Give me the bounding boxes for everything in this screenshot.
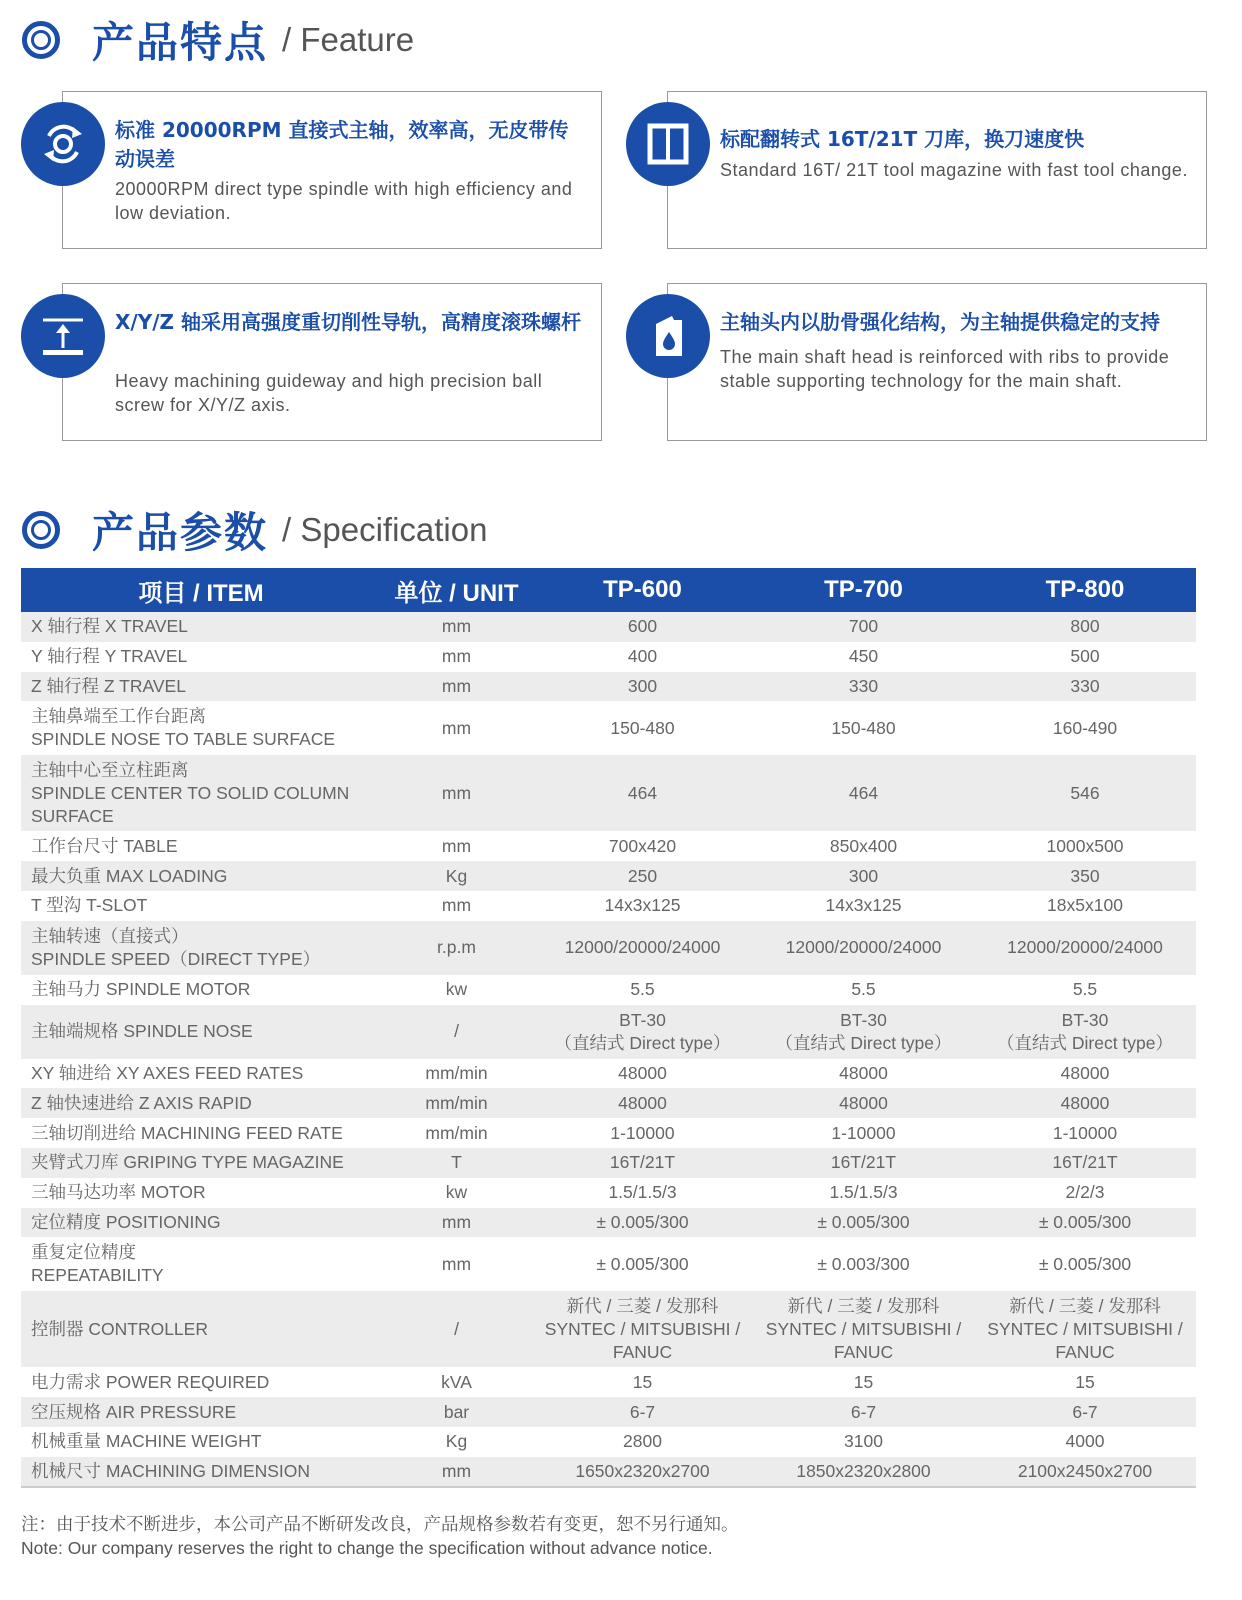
table-row: [21, 1148, 1196, 1178]
spec-item: 定位精度 POSITIONING: [21, 1208, 381, 1238]
spec-unit: mm: [381, 701, 532, 755]
feature-en: Standard 16T/ 21T tool magazine with fast tool change.: [720, 160, 1188, 180]
target-icon: [22, 21, 60, 59]
table-row: [21, 891, 1196, 921]
target-icon: [22, 511, 60, 549]
magazine-icon: [626, 102, 710, 186]
spec-item: T 型沟 T-SLOT: [21, 891, 381, 921]
spec-item: Z 轴快速进给 Z AXIS RAPID: [21, 1088, 381, 1118]
spec-value-model-1: 300: [532, 672, 753, 702]
spec-value-model-3: 1-10000: [974, 1118, 1196, 1148]
spec-value-model-2: 16T/21T: [753, 1148, 974, 1178]
spec-unit: mm: [381, 1237, 532, 1291]
table-row: [21, 1178, 1196, 1208]
spec-item: 主轴鼻端至工作台距离 SPINDLE NOSE TO TABLE SURFACE: [21, 701, 381, 755]
spec-value-model-3: 2/2/3: [974, 1178, 1196, 1208]
table-row: [21, 701, 1196, 755]
table-row: [21, 612, 1196, 642]
guideway-icon: [21, 294, 105, 378]
note-en: Note: Our company reserves the right to change the specification without advance notice.: [21, 1538, 713, 1558]
spec-item: 主轴端规格 SPINDLE NOSE: [21, 1005, 381, 1059]
spec-header-row: [21, 568, 1196, 612]
table-row: [21, 975, 1196, 1005]
spec-value-model-2: BT-30 （直结式 Direct type）: [753, 1005, 974, 1059]
feature-zh: 标配翻转式 16T/21T 刀库，换刀速度快: [720, 127, 1085, 151]
header-model-3: TP-800: [974, 568, 1196, 612]
spec-unit: mm: [381, 672, 532, 702]
spec-value-model-2: 14x3x125: [753, 891, 974, 921]
spec-value-model-1: 464: [532, 755, 753, 831]
spec-table: [21, 568, 1196, 1488]
spec-value-model-3: 新代 / 三菱 / 发那科 SYNTEC / MITSUBISHI / FANUC: [974, 1291, 1196, 1367]
table-row: [21, 1237, 1196, 1291]
spec-value-model-3: ± 0.005/300: [974, 1237, 1196, 1291]
feature-section-header: [22, 10, 414, 70]
feature-card-guideway: [62, 283, 602, 441]
spec-value-model-2: ± 0.003/300: [753, 1237, 974, 1291]
spec-value-model-3: 1000x500: [974, 831, 1196, 861]
feature-en: Heavy machining guideway and high precision ball screw for X/Y/Z axis.: [115, 371, 543, 415]
spec-item: Y 轴行程 Y TRAVEL: [21, 642, 381, 672]
spec-value-model-3: 500: [974, 642, 1196, 672]
spec-item: 夹臂式刀库 GRIPING TYPE MAGAZINE: [21, 1148, 381, 1178]
spec-section-header: [22, 500, 487, 560]
feature-card-ribs: [667, 283, 1207, 441]
spec-unit: mm/min: [381, 1088, 532, 1118]
spec-unit: mm: [381, 612, 532, 642]
table-row: [21, 1367, 1196, 1397]
spec-item: 控制器 CONTROLLER: [21, 1291, 381, 1367]
spec-unit: mm/min: [381, 1059, 532, 1089]
spec-value-model-1: BT-30 （直结式 Direct type）: [532, 1005, 753, 1059]
note-zh: 注：由于技术不断进步，本公司产品不断研发改良，产品规格参数若有变更，恕不另行通知。: [21, 1514, 739, 1534]
spec-value-model-2: 450: [753, 642, 974, 672]
spec-value-model-2: 新代 / 三菱 / 发那科 SYNTEC / MITSUBISHI / FANUC: [753, 1291, 974, 1367]
spec-unit: kw: [381, 1178, 532, 1208]
header-item: 项目 / ITEM: [21, 568, 381, 612]
spec-value-model-2: 6-7: [753, 1397, 974, 1427]
spec-value-model-3: 350: [974, 861, 1196, 891]
spec-item: X 轴行程 X TRAVEL: [21, 612, 381, 642]
spec-value-model-1: 2800: [532, 1427, 753, 1457]
table-row: [21, 831, 1196, 861]
table-row: [21, 921, 1196, 975]
spec-value-model-1: 新代 / 三菱 / 发那科 SYNTEC / MITSUBISHI / FANUC: [532, 1291, 753, 1367]
spec-value-model-1: 400: [532, 642, 753, 672]
feature-card-spindle: [62, 91, 602, 249]
table-row: [21, 1427, 1196, 1457]
spec-value-model-3: 48000: [974, 1059, 1196, 1089]
spec-value-model-2: 48000: [753, 1088, 974, 1118]
feature-en: The main shaft head is reinforced with ribs to provide stable supporting technology for the main shaft.: [720, 347, 1170, 391]
spec-value-model-3: 6-7: [974, 1397, 1196, 1427]
spec-value-model-1: 48000: [532, 1088, 753, 1118]
table-row: [21, 672, 1196, 702]
spec-value-model-2: 3100: [753, 1427, 974, 1457]
spec-value-model-1: 15: [532, 1367, 753, 1397]
spec-value-model-3: 48000: [974, 1088, 1196, 1118]
spec-value-model-1: 1-10000: [532, 1118, 753, 1148]
spec-unit: mm: [381, 642, 532, 672]
spec-unit: mm: [381, 1208, 532, 1238]
spec-item: Z 轴行程 Z TRAVEL: [21, 672, 381, 702]
spec-item: 主轴马力 SPINDLE MOTOR: [21, 975, 381, 1005]
spec-value-model-2: 150-480: [753, 701, 974, 755]
spec-value-model-2: 48000: [753, 1059, 974, 1089]
table-row: [21, 1059, 1196, 1089]
spec-item: XY 轴进给 XY AXES FEED RATES: [21, 1059, 381, 1089]
table-row: [21, 1291, 1196, 1367]
spec-unit: /: [381, 1005, 532, 1059]
spec-unit: bar: [381, 1397, 532, 1427]
feature-card-magazine: [667, 91, 1207, 249]
spec-value-model-2: ± 0.005/300: [753, 1208, 974, 1238]
spec-value-model-1: 14x3x125: [532, 891, 753, 921]
table-row: [21, 1397, 1196, 1427]
spec-value-model-3: 546: [974, 755, 1196, 831]
spec-value-model-1: 1.5/1.5/3: [532, 1178, 753, 1208]
spec-value-model-3: 2100x2450x2700: [974, 1457, 1196, 1487]
feature-zh: 主轴头内以肋骨强化结构，为主轴提供稳定的支持: [720, 310, 1160, 334]
feature-zh: 标准 20000RPM 直接式主轴，效率高，无皮带传动误差: [115, 118, 569, 171]
spec-value-model-3: ± 0.005/300: [974, 1208, 1196, 1238]
spec-item: 主轴中心至立柱距离 SPINDLE CENTER TO SOLID COLUMN SURFACE: [21, 755, 381, 831]
spec-item: 机械重量 MACHINE WEIGHT: [21, 1427, 381, 1457]
spec-value-model-3: BT-30 （直结式 Direct type）: [974, 1005, 1196, 1059]
spec-item: 工作台尺寸 TABLE: [21, 831, 381, 861]
feature-title-zh: 产品特点: [92, 18, 269, 67]
spec-value-model-3: 15: [974, 1367, 1196, 1397]
spec-value-model-1: ± 0.005/300: [532, 1237, 753, 1291]
spec-value-model-1: 12000/20000/24000: [532, 921, 753, 975]
spec-title-zh: 产品参数: [92, 508, 269, 557]
spec-value-model-3: 12000/20000/24000: [974, 921, 1196, 975]
spec-item: 三轴切削进给 MACHINING FEED RATE: [21, 1118, 381, 1148]
table-row: [21, 1457, 1196, 1487]
spec-item: 三轴马达功率 MOTOR: [21, 1178, 381, 1208]
spec-unit: mm: [381, 755, 532, 831]
header-model-1: TP-600: [532, 568, 753, 612]
spec-item: 最大负重 MAX LOADING: [21, 861, 381, 891]
spec-item: 电力需求 POWER REQUIRED: [21, 1367, 381, 1397]
header-unit: 单位 / UNIT: [381, 568, 532, 612]
spec-value-model-1: 6-7: [532, 1397, 753, 1427]
table-row: [21, 1118, 1196, 1148]
spec-unit: Kg: [381, 861, 532, 891]
spec-value-model-1: 150-480: [532, 701, 753, 755]
spec-value-model-1: 700x420: [532, 831, 753, 861]
table-row: [21, 861, 1196, 891]
spec-unit: mm: [381, 831, 532, 861]
spec-value-model-2: 12000/20000/24000: [753, 921, 974, 975]
spec-value-model-1: 16T/21T: [532, 1148, 753, 1178]
spec-unit: Kg: [381, 1427, 532, 1457]
spec-item: 机械尺寸 MACHINING DIMENSION: [21, 1457, 381, 1487]
spec-value-model-1: 48000: [532, 1059, 753, 1089]
spec-value-model-3: 160-490: [974, 701, 1196, 755]
spec-unit: kw: [381, 975, 532, 1005]
spec-unit: mm/min: [381, 1118, 532, 1148]
spec-value-model-1: 5.5: [532, 975, 753, 1005]
spec-unit: mm: [381, 1457, 532, 1487]
spec-item: 重复定位精度 REPEATABILITY: [21, 1237, 381, 1291]
spec-value-model-2: 464: [753, 755, 974, 831]
spec-value-model-2: 1.5/1.5/3: [753, 1178, 974, 1208]
spec-unit: T: [381, 1148, 532, 1178]
spec-title-en: / Specification: [282, 511, 488, 548]
spec-value-model-2: 850x400: [753, 831, 974, 861]
spec-value-model-2: 15: [753, 1367, 974, 1397]
spec-value-model-2: 5.5: [753, 975, 974, 1005]
table-row: [21, 755, 1196, 831]
spec-item: 空压规格 AIR PRESSURE: [21, 1397, 381, 1427]
feature-title-en: / Feature: [282, 21, 415, 58]
table-row: [21, 1208, 1196, 1238]
table-row: [21, 1088, 1196, 1118]
spec-unit: kVA: [381, 1367, 532, 1397]
header-model-2: TP-700: [753, 568, 974, 612]
spec-value-model-3: 16T/21T: [974, 1148, 1196, 1178]
spec-value-model-2: 700: [753, 612, 974, 642]
table-row: [21, 642, 1196, 672]
spec-value-model-3: 800: [974, 612, 1196, 642]
spec-value-model-3: 18x5x100: [974, 891, 1196, 921]
rotation-icon: [21, 102, 105, 186]
feature-en: 20000RPM direct type spindle with high efficiency and low deviation.: [115, 179, 573, 223]
spec-item: 主轴转速（直接式） SPINDLE SPEED（DIRECT TYPE）: [21, 921, 381, 975]
spec-value-model-2: 330: [753, 672, 974, 702]
spec-value-model-3: 5.5: [974, 975, 1196, 1005]
spec-unit: r.p.m: [381, 921, 532, 975]
spec-unit: mm: [381, 891, 532, 921]
spec-value-model-2: 1-10000: [753, 1118, 974, 1148]
oil-can-icon: [626, 294, 710, 378]
spec-value-model-1: 1650x2320x2700: [532, 1457, 753, 1487]
spec-value-model-3: 330: [974, 672, 1196, 702]
spec-value-model-2: 1850x2320x2800: [753, 1457, 974, 1487]
spec-value-model-3: 4000: [974, 1427, 1196, 1457]
table-row: [21, 1005, 1196, 1059]
feature-zh: X/Y/Z 轴采用高强度重切削性导轨，高精度滚珠螺杆: [115, 310, 581, 334]
spec-value-model-2: 300: [753, 861, 974, 891]
spec-unit: /: [381, 1291, 532, 1367]
spec-value-model-1: 250: [532, 861, 753, 891]
spec-value-model-1: ± 0.005/300: [532, 1208, 753, 1238]
spec-value-model-1: 600: [532, 612, 753, 642]
